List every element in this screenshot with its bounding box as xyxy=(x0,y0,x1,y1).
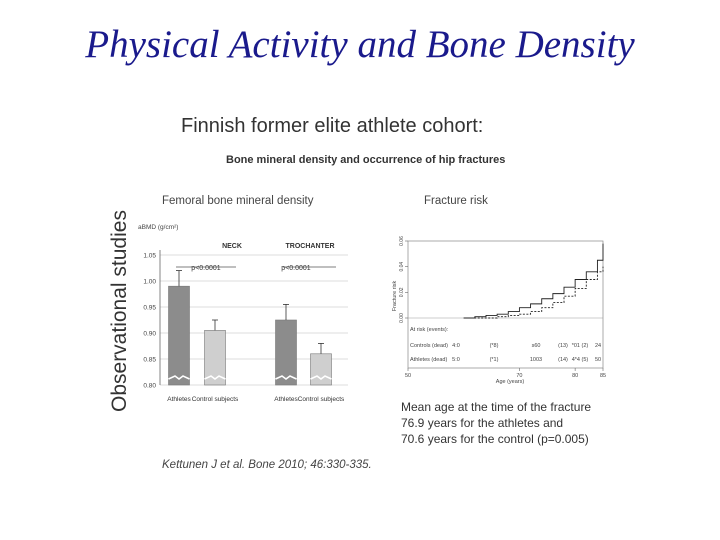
risk-xtick-label: 80 xyxy=(572,373,579,379)
reference-citation: Kettunen J et al. Bone 2010; 46:330-335. xyxy=(162,459,372,471)
side-label: Observational studies xyxy=(108,210,131,412)
slide-title: Physical Activity and Bone Density xyxy=(85,23,635,66)
at-risk-value: 5:0 xyxy=(452,357,460,363)
bmd-ylabel: aBMD (g/cm²) xyxy=(138,224,179,231)
fracture-caption xyxy=(401,399,591,447)
caption-line: 76.9 years for the athletes and xyxy=(401,416,564,430)
cohort-heading: Finnish former elite athlete cohort: xyxy=(181,115,484,137)
risk-chart-title: Fracture risk xyxy=(424,195,488,207)
bmd-ytick-label: 0.85 xyxy=(143,356,156,364)
p-value-trochanter: p<0.0001 xyxy=(281,265,311,272)
group-label-trochanter: TROCHANTER xyxy=(285,243,335,250)
bmd-chart-title: Femoral bone mineral density xyxy=(162,195,314,207)
risk-line-controls xyxy=(464,244,603,318)
at-risk-value: 4:0 xyxy=(452,343,460,349)
risk-ytick-label: 0.00 xyxy=(399,313,405,323)
at-risk-value: (14) xyxy=(558,357,568,363)
at-risk-header: At risk (events): xyxy=(410,327,449,333)
risk-xlabel: Age (years) xyxy=(495,379,525,385)
bmd-ytick-label: 1.00 xyxy=(143,278,156,286)
risk-ylabel: Fracture risk xyxy=(392,280,398,312)
bmd-ytick-label: 0.95 xyxy=(143,304,156,312)
risk-ytick-label: 0.06 xyxy=(399,236,405,246)
at-risk-value: *01 (2) xyxy=(571,343,589,349)
at-risk-value: s60 xyxy=(531,343,541,349)
at-risk-value: 24 xyxy=(594,343,602,349)
bar-label-athletes-neck: Athletes xyxy=(167,396,191,403)
risk-xtick-label: 85 xyxy=(599,373,607,379)
risk-line-athletes xyxy=(464,267,603,318)
bmd-ytick-label: 0.90 xyxy=(143,330,156,338)
risk-ytick-label: 0.04 xyxy=(399,261,405,272)
at-risk-value: (*8) xyxy=(489,343,499,349)
bmd-ytick-label: 1.05 xyxy=(143,252,156,260)
risk-xtick-label: 50 xyxy=(404,373,412,379)
at-risk-value: 4*4 (5) xyxy=(571,357,589,363)
at-risk-athletes-label: Athletes (dead) xyxy=(410,357,448,363)
group-label-neck: NECK xyxy=(222,243,242,250)
risk-ytick-label: 0.02 xyxy=(399,287,405,298)
caption-line: 70.6 years for the control (p=0.005) xyxy=(401,432,589,446)
at-risk-value: 1003 xyxy=(529,357,543,363)
bar-label-athletes-trochanter: Athletes xyxy=(274,396,298,403)
bar-label-controls-trochanter: Control subjects xyxy=(297,396,345,403)
p-value-neck: p<0.0001 xyxy=(191,265,221,272)
bmd-ytick-label: 0.80 xyxy=(143,382,156,390)
bar-label-controls-neck: Control subjects xyxy=(191,396,239,403)
at-risk-value: (13) xyxy=(558,343,568,349)
at-risk-value: (*1) xyxy=(489,357,499,363)
caption-line: Mean age at the time of the fracture xyxy=(401,400,592,414)
figure-subtitle: Bone mineral density and occurrence of hip fractures xyxy=(226,154,506,166)
at-risk-controls-label: Controls (dead) xyxy=(410,343,448,349)
at-risk-value: 50 xyxy=(594,357,602,363)
risk-xtick-label: 70 xyxy=(516,373,523,379)
